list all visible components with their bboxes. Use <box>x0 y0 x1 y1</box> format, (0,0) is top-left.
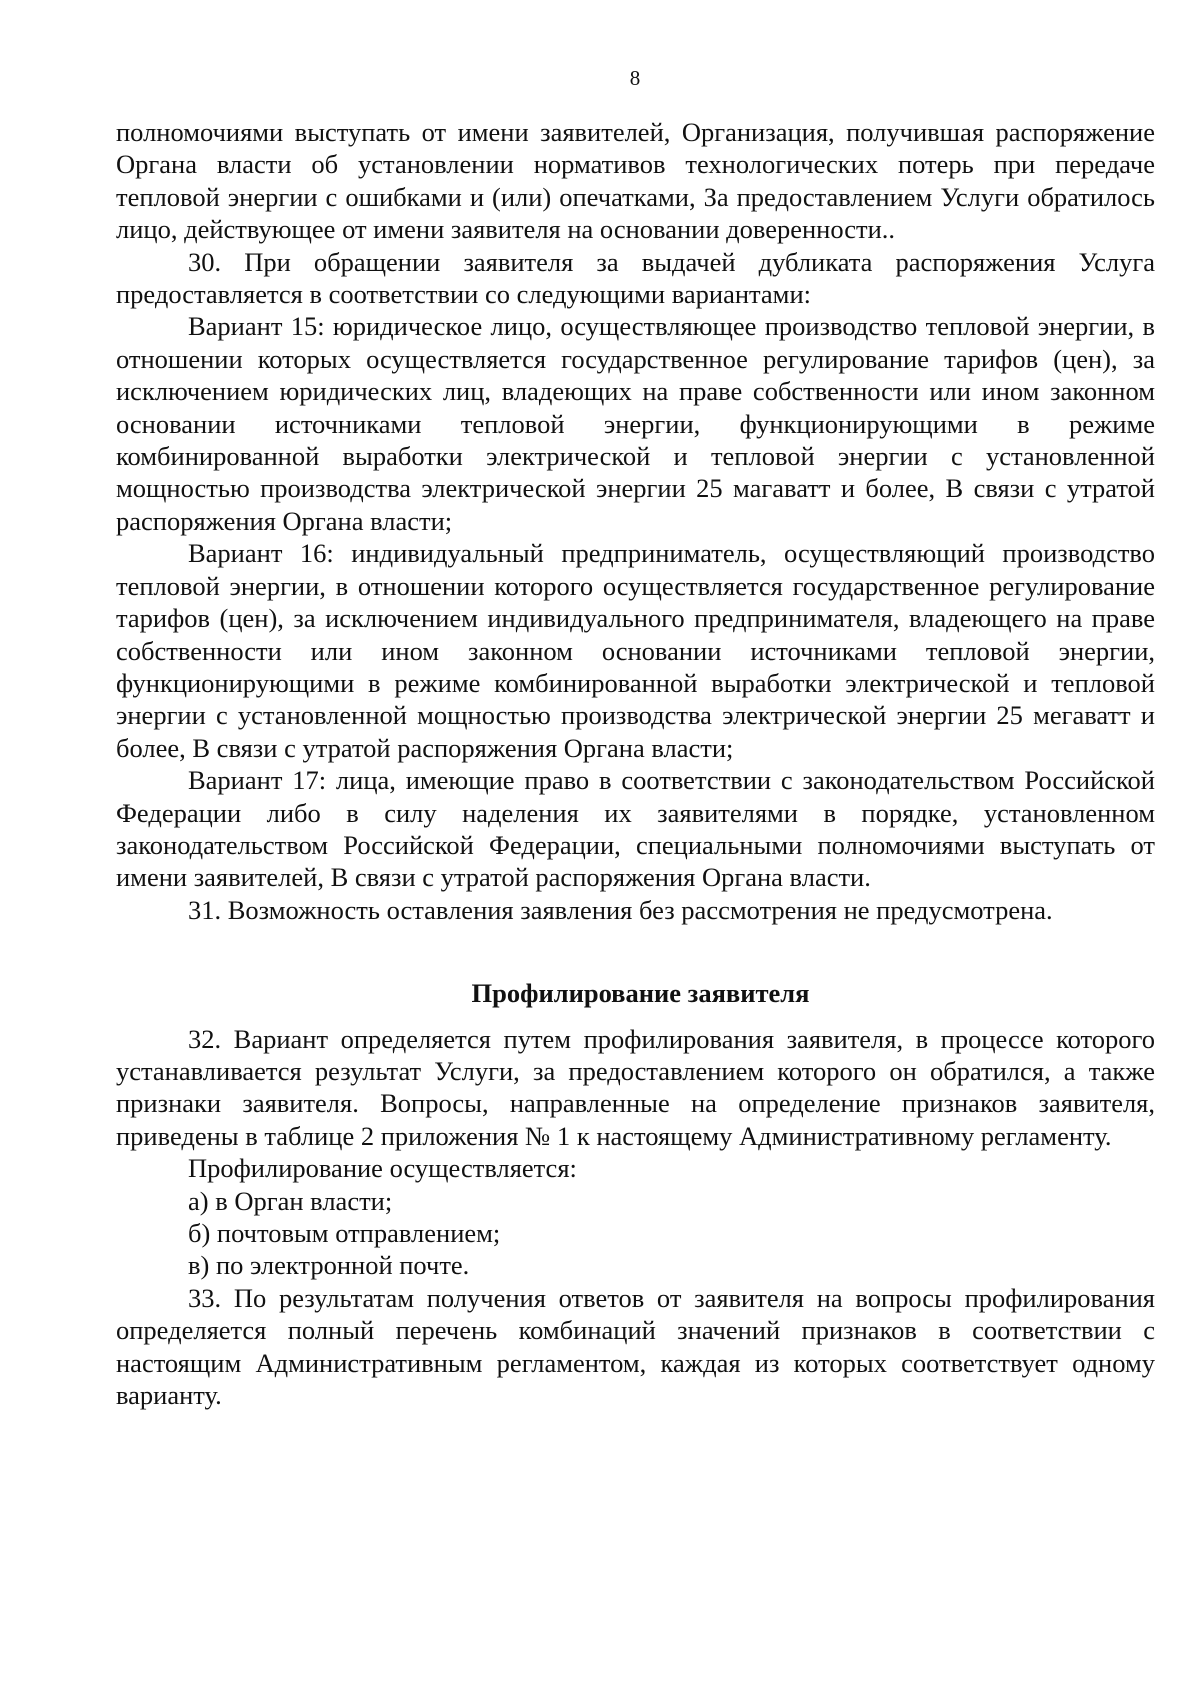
list-item: в) по электронной почте. <box>188 1250 470 1281</box>
page-number: 8 <box>629 66 641 90</box>
paragraph-variant-15: Вариант 15: юридическое лицо, осуществляющее производство тепловой энергии, в отношении которых осуществляется государственное регулирование тарифов (цен), за исключением юридических лиц, владеющих на праве собственности или ином законном основании источниками тепловой энергии, функционирующими в режиме комбинированной выработки электрической и тепловой энергии с установленной мощностью производства электрической энергии 25 магаватт и более, В связи с утратой распоряжения Органа власти; <box>116 311 1155 536</box>
section-heading: Профилирование заявителя <box>471 978 810 1009</box>
paragraph-32: 32. Вариант определяется путем профилирования заявителя, в процессе которого устанавливается результат Услуги, за предоставлением которого он обратился, а также признаки заявителя. Вопросы, направленные на определение признаков заявителя, приведены в таблице 2 приложения № 1 к настоящему Административному регламенту. <box>116 1023 1155 1151</box>
paragraph-30: 30. При обращении заявителя за выдачей дубликата распоряжения Услуга предоставляется в соответствии со следующими вариантами: <box>116 246 1155 310</box>
paragraph-continuation: полномочиями выступать от имени заявителей, Организация, получившая распоряжение Органа власти об установлении нормативов технологических потерь при передаче тепловой энергии с ошибками и (или) опечатками, За предоставлением Услуги обратилось лицо, действующее от имени заявителя на основании доверенности.. <box>116 117 1155 245</box>
list-item: б) почтовым отправлением; <box>188 1218 501 1248</box>
paragraph-variant-16: Вариант 16: индивидуальный предприниматель, осуществляющий производство тепловой энергии, в отношении которого осуществляется государственное регулирование тарифов (цен), за исключением индивидуального предпринимателя, владеющего на праве собственности или ином законном основании источниками тепловой энергии, функционирующими в режиме комбинированной выработки электрической и тепловой энергии с установленной мощностью производства электрической энергии 25 мегаватт и более, В связи с утратой распоряжения Органа власти; <box>116 538 1155 763</box>
paragraph-profiling-intro: Профилирование осуществляется: <box>188 1153 577 1184</box>
document-body <box>116 116 1155 1411</box>
paragraph-31: 31. Возможность оставления заявления без рассмотрения не предусмотрена. <box>188 894 1053 925</box>
list-item: а) в Орган власти; <box>188 1185 393 1216</box>
paragraph-variant-17: Вариант 17: лица, имеющие право в соответствии с законодательством Российской Федерации либо в силу наделения их заявителями в порядке, установленном законодательством Российской Федерации, специальными полномочиями выступать от имени заявителей, В связи с утратой распоряжения Органа власти. <box>116 765 1155 893</box>
paragraph-33: 33. По результатам получения ответов от заявителя на вопросы профилирования определяется полный перечень комбинаций значений признаков в соответствии с настоящим Административным регламентом, каждая из которых соответствует одному варианту. <box>116 1282 1155 1411</box>
